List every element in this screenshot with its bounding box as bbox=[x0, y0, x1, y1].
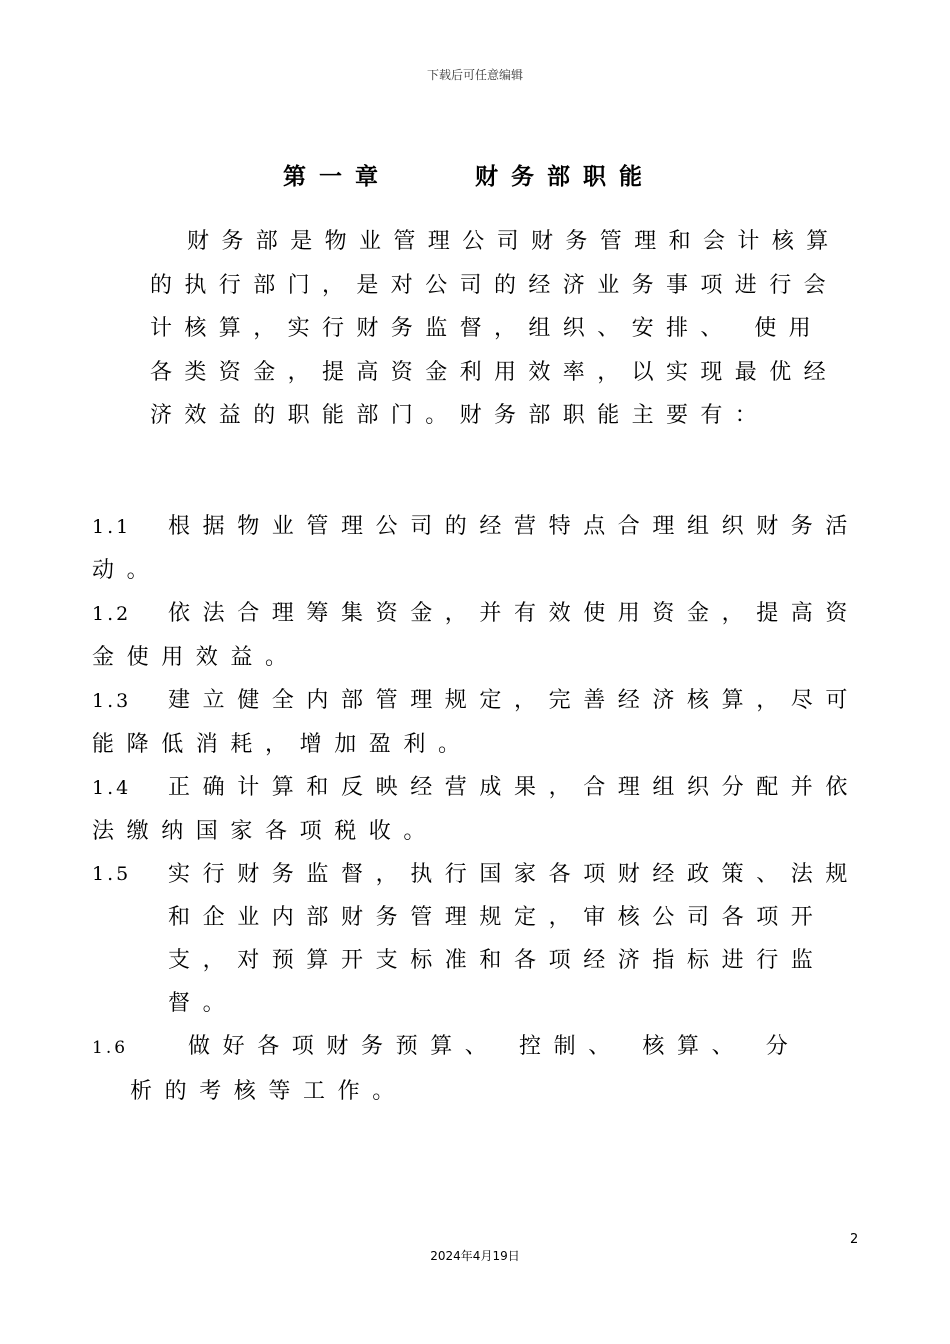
intro-rest: 核算的执行部门，是对公司的经济业务事项进行会计核算，实行财务监督，组织、安排、 使用各类资金，提高资金利用效率，以实现最优经济效益的职能部门。财务部职能主要有： bbox=[150, 229, 841, 428]
intro-paragraph bbox=[150, 220, 850, 438]
list-item-1-5 bbox=[92, 853, 862, 1025]
page-number: 2 bbox=[850, 1232, 859, 1247]
list-item-1-3 bbox=[92, 679, 862, 766]
item-text: 建立健全内部管理规定，完善经济核算，尽可能降低消耗，增加盈利。 bbox=[92, 688, 861, 757]
item-text-line1: 做好各项财务预算、 控制、 核算、 分 bbox=[188, 1034, 801, 1059]
footer-date: 2024年4月19日 bbox=[430, 1249, 520, 1263]
item-text-line2: 析的考核等工作。 bbox=[130, 1079, 407, 1104]
item-number: 1.6 bbox=[92, 1038, 129, 1058]
function-list bbox=[92, 505, 862, 1113]
item-text: 根据物业管理公司的经营特点合理组织财务活动。 bbox=[92, 514, 861, 583]
list-item-1-2 bbox=[92, 592, 862, 679]
item-number: 1.5 bbox=[92, 863, 132, 885]
intro-first-line: 财务部是物业管理公司财务管理和会计 bbox=[187, 229, 772, 254]
page-header-note: 下载后可任意编辑 bbox=[426, 68, 523, 82]
item-text: 依法合理筹集资金，并有效使用资金，提高资金使用效益。 bbox=[92, 601, 861, 670]
chapter-title: 第一章 财务部职能 bbox=[283, 164, 656, 190]
item-number: 1.2 bbox=[92, 603, 132, 625]
item-text: 实行财务监督，执行国家各项财经政策、法规和企业内部财务管理规定，审核公司各项开支，对预算开支标准和各项经济指标进行监督。 bbox=[168, 862, 861, 1016]
item-text: 正确计算和反映经营成果，合理组织分配并依法缴纳国家各项税收。 bbox=[92, 775, 861, 844]
item-number: 1.4 bbox=[92, 777, 132, 799]
list-item-1-1 bbox=[92, 505, 862, 592]
list-item-1-4 bbox=[92, 766, 862, 853]
item-number: 1.3 bbox=[92, 690, 132, 712]
item-number: 1.1 bbox=[92, 516, 132, 538]
list-item-1-6 bbox=[92, 1025, 862, 1113]
